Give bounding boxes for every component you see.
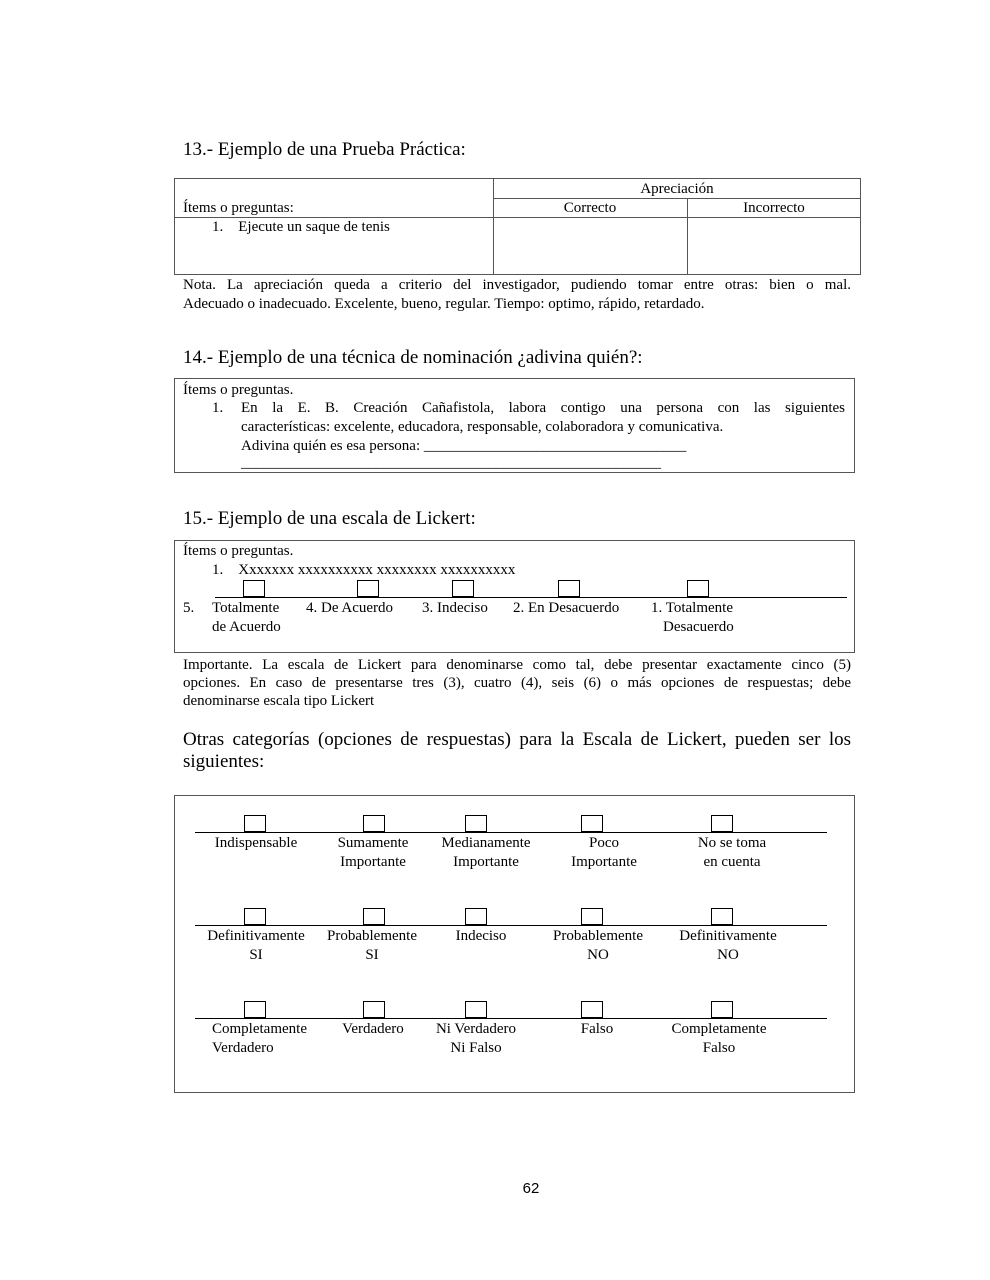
checkbox-completamente-falso[interactable] xyxy=(711,1001,733,1018)
checkbox-indeciso[interactable] xyxy=(452,580,474,597)
checkbox-totalmente-acuerdo[interactable] xyxy=(243,580,265,597)
checkbox-completamente-verdadero[interactable] xyxy=(244,1001,266,1018)
option-5-number: 5. xyxy=(183,600,195,616)
col-correcto: Correcto xyxy=(563,200,617,216)
checkbox-probablemente-no[interactable] xyxy=(581,908,603,925)
table-item-1: 1. Ejecute un saque de tenis xyxy=(212,219,390,235)
other-categories-line2: siguientes: xyxy=(183,751,265,772)
checkbox-sumamente-importante[interactable] xyxy=(363,815,385,832)
other-categories-line1: Otras categorías (opciones de respuestas) para la Escala de Lickert, pueden ser los xyxy=(183,729,851,750)
section-14-heading: 14.- Ejemplo de una técnica de nominación ¿adivina quién?: xyxy=(183,347,643,368)
label-definitivamente-si: Definitivamente SI xyxy=(207,928,305,963)
checkbox-definitivamente-no[interactable] xyxy=(711,908,733,925)
label-completamente-verdadero: Completamente Verdadero xyxy=(212,1021,307,1056)
scale-line xyxy=(215,597,847,598)
checkbox-falso[interactable] xyxy=(581,1001,603,1018)
section-13-heading: 13.- Ejemplo de una Prueba Práctica: xyxy=(183,139,466,160)
section-15-heading: 15.- Ejemplo de una escala de Lickert: xyxy=(183,508,476,529)
option-5-line1: Totalmente xyxy=(212,600,280,616)
important-note-line2: opciones. En caso de presentarse tres (3), cuatro (4), seis (6) o más opciones de respuestas; debe xyxy=(183,675,851,691)
row2-line xyxy=(195,925,827,926)
items-label-15: Ítems o preguntas. xyxy=(183,543,294,559)
checkbox-ni-verdadero-ni-falso[interactable] xyxy=(465,1001,487,1018)
label-falso: Falso xyxy=(580,1021,614,1037)
label-indeciso: Indeciso xyxy=(455,928,507,944)
checkbox-verdadero[interactable] xyxy=(363,1001,385,1018)
label-indispensable: Indispensable xyxy=(214,835,298,851)
note-13-line1: Nota. La apreciación queda a criterio del investigador, pudiendo tomar entre otras: bien o mal. xyxy=(183,277,851,293)
checkbox-indispensable[interactable] xyxy=(244,815,266,832)
checkbox-probablemente-si[interactable] xyxy=(363,908,385,925)
checkbox-totalmente-desacuerdo[interactable] xyxy=(687,580,709,597)
page-number: 62 xyxy=(522,1180,540,1197)
option-4: 4. De Acuerdo xyxy=(306,600,394,616)
option-2: 2. En Desacuerdo xyxy=(513,600,620,616)
checkbox-definitivamente-si[interactable] xyxy=(244,908,266,925)
col-apreciacion: Apreciación xyxy=(640,181,714,197)
checkbox-de-acuerdo[interactable] xyxy=(357,580,379,597)
row1-line xyxy=(195,832,827,833)
nomination-answer-line2: ________________________________________________________ xyxy=(241,455,661,471)
col-incorrecto: Incorrecto xyxy=(743,200,805,216)
nomination-text-line2: características: excelente, educadora, responsable, colaboradora y comunicativa. xyxy=(241,419,724,435)
row3-line xyxy=(195,1018,827,1019)
item-number-14: 1. xyxy=(212,400,224,416)
checkbox-poco-importante[interactable] xyxy=(581,815,603,832)
important-note-line1: Importante. La escala de Lickert para denominarse como tal, debe presentar exactamente cinco (5) xyxy=(183,657,851,673)
option-1-line1: 1. Totalmente xyxy=(651,600,733,616)
lickert-item-1: 1. Xxxxxxx xxxxxxxxxx xxxxxxxx xxxxxxxxxx xyxy=(212,562,516,578)
checkbox-indeciso-2[interactable] xyxy=(465,908,487,925)
label-completamente-falso: Completamente Falso xyxy=(671,1021,767,1056)
col-items: Ítems o preguntas: xyxy=(183,200,294,216)
option-3: 3. Indeciso xyxy=(422,600,488,616)
label-poco-importante: Poco Importante xyxy=(571,835,637,870)
option-5-line2: de Acuerdo xyxy=(212,619,281,635)
label-no-se-toma: No se toma en cuenta xyxy=(697,835,767,870)
label-medianamente-importante: Medianamente Importante xyxy=(441,835,531,870)
nomination-answer-line1: Adivina quién es esa persona: ___________________________________ xyxy=(241,438,687,454)
option-1-line2: Desacuerdo xyxy=(663,619,734,635)
items-label-14: Ítems o preguntas. xyxy=(183,382,294,398)
label-sumamente-importante: Sumamente Importante xyxy=(337,835,409,870)
nomination-text-line1: En la E. B. Creación Cañafistola, labora contigo una persona con las siguientes xyxy=(241,400,845,416)
label-probablemente-no: Probablemente NO xyxy=(553,928,643,963)
checkbox-en-desacuerdo[interactable] xyxy=(558,580,580,597)
label-definitivamente-no: Definitivamente NO xyxy=(679,928,777,963)
note-13-line2: Adecuado o inadecuado. Excelente, bueno, regular. Tiempo: optimo, rápido, retardado. xyxy=(183,296,705,312)
label-verdadero: Verdadero xyxy=(342,1021,404,1037)
checkbox-medianamente-importante[interactable] xyxy=(465,815,487,832)
important-note-line3: denominarse escala tipo Lickert xyxy=(183,693,375,709)
label-probablemente-si: Probablemente SI xyxy=(327,928,417,963)
checkbox-no-se-toma[interactable] xyxy=(711,815,733,832)
label-ni-verdadero-ni-falso: Ni Verdadero Ni Falso xyxy=(435,1021,517,1056)
